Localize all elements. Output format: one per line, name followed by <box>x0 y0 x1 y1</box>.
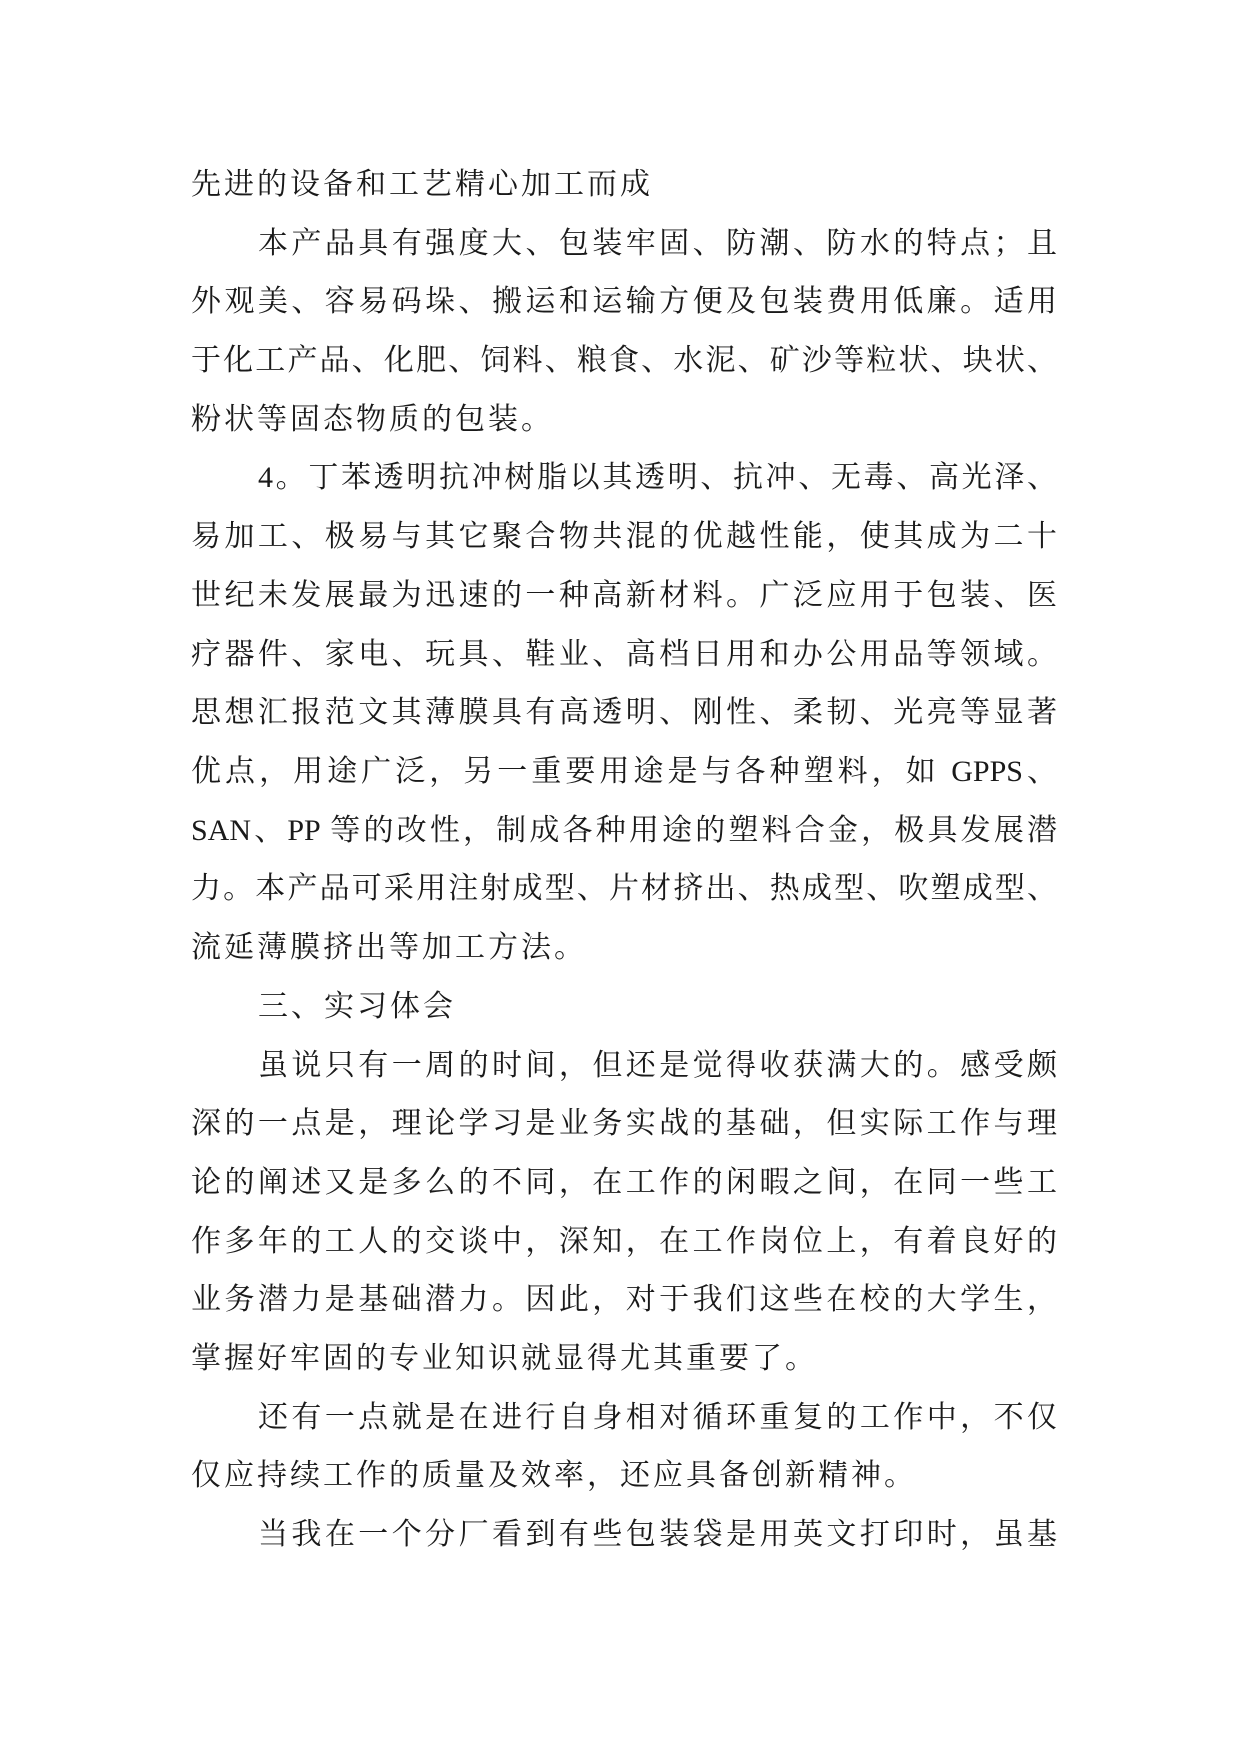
text-line: 世纪未发展最为迅速的一种高新材料。广泛应用于包装、医 <box>191 579 1057 612</box>
text-line: 还有一点就是在进行自身相对循环重复的工作中，不仅 <box>258 1401 1057 1434</box>
text-line: 论的阐述又是多么的不同，在工作的闲暇之间，在同一些工 <box>191 1166 1057 1199</box>
text-line: 虽说只有一周的时间，但还是觉得收获满大的。感受颇 <box>258 1049 1057 1082</box>
text-line: 易加工、极易与其它聚合物共混的优越性能，使其成为二十 <box>191 520 1057 553</box>
text-line: 作多年的工人的交谈中，深知，在工作岗位上，有着良好的 <box>191 1225 1057 1258</box>
text-line: 力。本产品可采用注射成型、片材挤出、热成型、吹塑成型、 <box>191 872 1057 905</box>
text-line: 优点，用途广泛，另一重要用途是与各种塑料，如 GPPS、 <box>191 755 1057 788</box>
text-line: 深的一点是，理论学习是业务实战的基础，但实际工作与理 <box>191 1107 1057 1140</box>
text-line: 仅应持续工作的质量及效率，还应具备创新精神。 <box>191 1459 917 1492</box>
text-line: 4。丁苯透明抗冲树脂以其透明、抗冲、无毒、高光泽、 <box>258 461 1057 494</box>
text-line: 疗器件、家电、玩具、鞋业、高档日用和办公用品等领域。 <box>191 638 1057 671</box>
text-line: 掌握好牢固的专业知识就显得尤其重要了。 <box>191 1342 818 1375</box>
text-line: 业务潜力是基础潜力。因此，对于我们这些在校的大学生， <box>191 1283 1057 1316</box>
text-line: 粉状等固态物质的包装。 <box>191 403 554 436</box>
text-line: 先进的设备和工艺精心加工而成 <box>191 168 653 201</box>
section-heading: 三、实习体会 <box>258 990 456 1023</box>
text-line: 流延薄膜挤出等加工方法。 <box>191 931 587 964</box>
text-line: 外观美、容易码垛、搬运和运输方便及包装费用低廉。适用 <box>191 285 1057 318</box>
text-line: SAN、PP 等的改性，制成各种用途的塑料合金，极具发展潜 <box>191 814 1057 847</box>
text-line: 思想汇报范文其薄膜具有高透明、刚性、柔韧、光亮等显著 <box>191 696 1057 729</box>
text-line: 本产品具有强度大、包装牢固、防潮、防水的特点；且 <box>258 227 1057 260</box>
text-line: 当我在一个分厂看到有些包装袋是用英文打印时，虽基 <box>258 1518 1057 1551</box>
text-line: 于化工产品、化肥、饲料、粮食、水泥、矿沙等粒状、块状、 <box>191 344 1057 377</box>
